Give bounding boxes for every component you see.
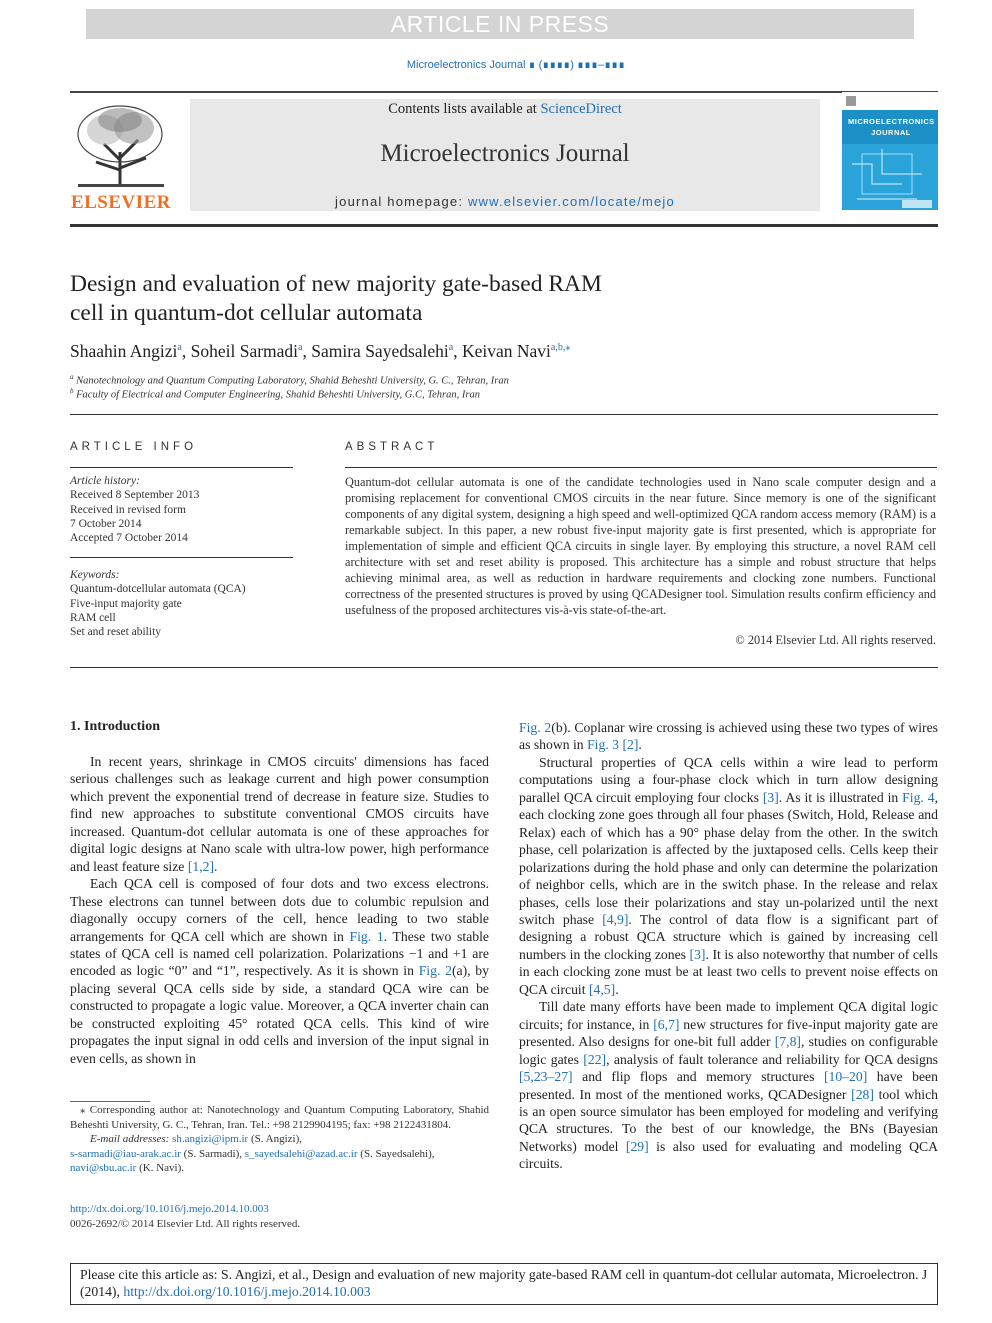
citation-link[interactable]: [28] [851,1086,874,1102]
journal-homepage-link[interactable]: www.elsevier.com/locate/mejo [467,194,675,209]
citation-link[interactable]: [2] [622,737,639,753]
figure-link[interactable]: Fig. 2 [418,963,452,979]
abstract-bottom-rule [70,667,938,668]
email-link[interactable]: s_sayedsalehi@azad.ac.ir [244,1147,358,1160]
cover-mini-logo-icon [846,96,856,106]
article-info-mid-rule [70,557,293,558]
paragraph: Each QCA cell is composed of four dots and two excess electrons. These electrons can tunnel between dots due to columbic repulsion and diagonally occupy corners of the cell, hence leading to two stable arrangements for QCA cell which are shown in Fig. 1. These two stable states of QCA cell is named cell polarization. Polarizations −1 and +1 are encoded as logic “0” and “1”, respectively. As it is shown in Fig. 2(a), by placing several QCA cells side by side, a standard QCA wire can be constructed to propagate a logic value. Moreover, a QCA inverter chain can be constructed exploiting 45° rotated QCA cells. This kind of wire propagates the input signal in odd cells and inversion of the input signal in even cells, as shown in [70,876,489,1066]
abstract-copyright: © 2014 Elsevier Ltd. All rights reserved. [735,633,936,647]
affiliation: $^b$ Faculty of Electrical and Computer Engineering, Shahid Beheshti University, G.C, Tehran, Iran [70,387,480,401]
author-name: Keivan Navi [461,341,551,361]
paragraph: Structural properties of QCA cells within a wire lead to perform computations using a four-phase clock which in turn allow designing parallel QCA circuit employing four clocks [3]. As it is illustrated in Fig. 4, each clocking zone goes through all four phases (Switch, Hold, Release and Relax) each of which has a 90° phase delay from the other. In the switch phase, cell polarization is affected by the juxtaposed cells. Cells keep their polarizations during the hold phase and only can determine the polarization of neighbor cells, which are in the switch phase. In the release and relax phases, cells lose their polarizations and stay un-polarized until the next switch phase [4,9]. The control of data flow is a significant part of designing a robust QCA structure which is gained by increasing cell numbers in the clocking zones [3]. It is also noteworthy that number of cells in each clocking zone must be at least two cells to prevent noise effects on QCA circuit [4,5]. [519,754,938,997]
citation-link[interactable]: [7,8] [774,1034,801,1050]
journal-cover-thumbnail[interactable] [842,92,938,210]
abstract-rule [345,467,937,468]
author-name: Shaahin Angizi [70,341,178,361]
issn-line: 0026-2692/© 2014 Elsevier Ltd. All rights reserved. [70,1217,301,1230]
citation-link[interactable]: [5,23–27] [519,1069,573,1085]
article-in-press-banner: ARTICLE IN PRESS [86,9,914,39]
cover-title: MICROELECTRONICS JOURNAL [848,117,935,137]
keyword: Set and reset ability [70,626,162,639]
figure-link[interactable]: Fig. 4 [902,789,935,805]
title-separator-rule [70,414,938,415]
article-title: Design and evaluation of new majority gate-based RAM cell in quantum-dot cellular automata [70,271,602,326]
footnote-rule [70,1101,150,1102]
doi-link[interactable]: http://dx.doi.org/10.1016/j.mejo.2014.10.003 [70,1203,269,1215]
author-affiliation-mark[interactable]: a [448,342,454,354]
email-link[interactable]: sh.angizi@ipm.ir [172,1133,249,1145]
email-link[interactable]: navi@sbu.ac.ir [70,1162,137,1174]
keyword: Quantum-dotcellular automata (QCA) [70,583,246,596]
article-info-heading: ARTICLE INFO [70,441,198,453]
abstract-text: Quantum-dot cellular automata is one of the candidate technologies used in Nano scale computer design and a promising replacement for conventional CMOS circuits in the near future. Since memory is one of the significant components of any digital system, designing a high speed and well-optimized QCA random access memory (RAM) is a remarkable subject. In this paper, a new robust five-input majority gate is first presented, which is appropriate for implementation of simple and efficient QCA circuits in single layer. By employing this structure, a novel RAM cell architecture with set and reset ability is proposed. This architecture has a simple and robust structure that helps achieving minimal area, as well as reduction in hardware requirements and clocking zone numbers. Functional correctness of the presented structures is proved by using QCADesigner tool. Simulation results confirm efficiency and usefulness of the proposed architectures vis-à-vis state-of-the-art. [345,475,936,617]
author-affiliation-mark[interactable]: a [298,342,303,354]
header-bottom-rule [70,224,938,227]
doi-block [70,1202,489,1231]
citation-link[interactable]: [22] [583,1051,607,1067]
keyword: Five-input majority gate [70,597,182,610]
citation-link[interactable]: [10–20] [823,1069,868,1085]
citation-link[interactable]: [1,2] [187,858,215,874]
email-addresses: E-mail addresses: sh.angizi@ipm.ir (S. Angizi), [90,1133,302,1145]
citation-link[interactable]: [3] [689,946,706,962]
header-top-rule [70,91,938,93]
paragraph: Till date many efforts have been made to implement QCA digital logic circuits; for instance, in [6,7] new structures for five-input majority gate are presented. Also designs for one-bit full adder [7,8], studies on configurable logic gates [22], analysis of fault tolerance and reliability for QCA designs [5,23–27] and flip flops and memory structures [10–20] have been presented. In most of the mentioned works, QCADesigner [28] tool which is an open source simulator has been employed for modeling and verifying QCA structures. To the best of our knowledge, the BNs (Bayesian Networks) model [29] is also used for evaluating and modeling QCA circuits. [519,999,938,1172]
citation-link[interactable]: [4,9] [602,911,629,927]
author-list: Shaahin Angizi$^a$, Soheil Sarmadi$^a$, Samira Sayedsalehi$^a$, Keivan Navi$^{a,b,⁎}$ [70,341,571,361]
email-link[interactable]: s-sarmadi@iau-arak.ac.ir [70,1147,181,1160]
paragraph: In recent years, shrinkage in CMOS circuits' dimensions has faced serious challenges such as leakage current and high power consumption which prevent the exponential trend of decrease in feature size. Studies to find new approaches to substitute conventional CMOS circuits have increased. Quantum-dot cellular automata is one of these approaches for digital logic designs at Nano scale with ultra-low power, high performance and least feature size [1,2]. [70,754,489,874]
paragraph: Fig. 2(b). Coplanar wire crossing is achieved using these two types of wires as shown in Fig. 3 [2]. [519,720,938,753]
intro-left-column [70,753,489,1067]
intro-right-column [519,719,938,1173]
article-info-rule [70,467,293,468]
figure-link[interactable]: Fig. 2 [519,720,552,735]
journal-title: Microelectronics Journal [380,140,630,167]
author-name: Samira Sayedsalehi [311,341,449,361]
journal-homepage-line: journal homepage: www.elsevier.com/locate/mejo [335,194,675,209]
keywords-block: Keywords: Quantum-dotcellular automata (QCA) Five-input majority gate RAM cell Set and reset ability [70,568,293,639]
citation-link[interactable]: [6,7] [653,1016,680,1032]
citation-link[interactable]: [4,5] [588,981,616,997]
journal-issue-line[interactable]: Microelectronics Journal ∎ (∎∎∎∎) ∎∎∎–∎∎∎ [406,59,626,71]
sciencedirect-link[interactable]: ScienceDirect [540,101,622,117]
elsevier-wordmark: ELSEVIER [70,192,172,213]
citation-link[interactable]: [29] [625,1138,649,1154]
citation-doi-link[interactable]: http://dx.doi.org/10.1016/j.mejo.2014.10.003 [123,1284,371,1299]
section-heading-introduction: 1. Introduction [70,719,160,734]
citation-text: Please cite this article as: S. Angizi, et al., Design and evaluation of new majority gate-based RAM cell in quantum-dot cellular automata, Microelectron. J (2014), http://dx.doi.org/10.1016/j.mejo.2014.10.003 [80,1267,928,1299]
article-history: Article history: Received 8 September 2013 Received in revised form 7 October 2014 Accepted 7 October 2014 [70,475,200,545]
figure-link[interactable]: Fig. 3 [587,737,620,753]
figure-link[interactable]: Fig. 1 [349,928,384,944]
contents-available-line: Contents lists available at ScienceDirect [388,101,622,117]
abstract-heading: ABSTRACT [345,441,439,453]
author-affiliation-mark[interactable]: a,b,⁎ [550,342,571,354]
cover-top-strip [842,92,938,110]
author-affiliation-mark[interactable]: a [177,342,182,354]
affiliation: $^a$ Nanotechnology and Quantum Computing Laboratory, Shahid Beheshti University, G. C., Tehran, Iran [70,373,509,387]
keyword: RAM cell [70,611,116,624]
author-name: Soheil Sarmadi [190,341,299,361]
citation-link[interactable]: [3] [762,789,779,805]
corresponding-author-footnote: ⁎ Corresponding author at: Nanotechnology and Quantum Computing Laboratory, Shahid Beheshti University, G. C., Tehran, Iran. Tel.: +98 2129904195; fax: +98 2122431804. E-mail addresses: sh.angizi@ipm.ir (S. Angizi), s-sarmadi@iau-arak.ac.ir (S. Sarmadi), s_sayedsalehi@azad.ac.ir (S. Sayedsalehi), navi@sbu.ac.ir (K. Navi). [70,1104,489,1174]
cover-circuit-art [842,144,938,210]
